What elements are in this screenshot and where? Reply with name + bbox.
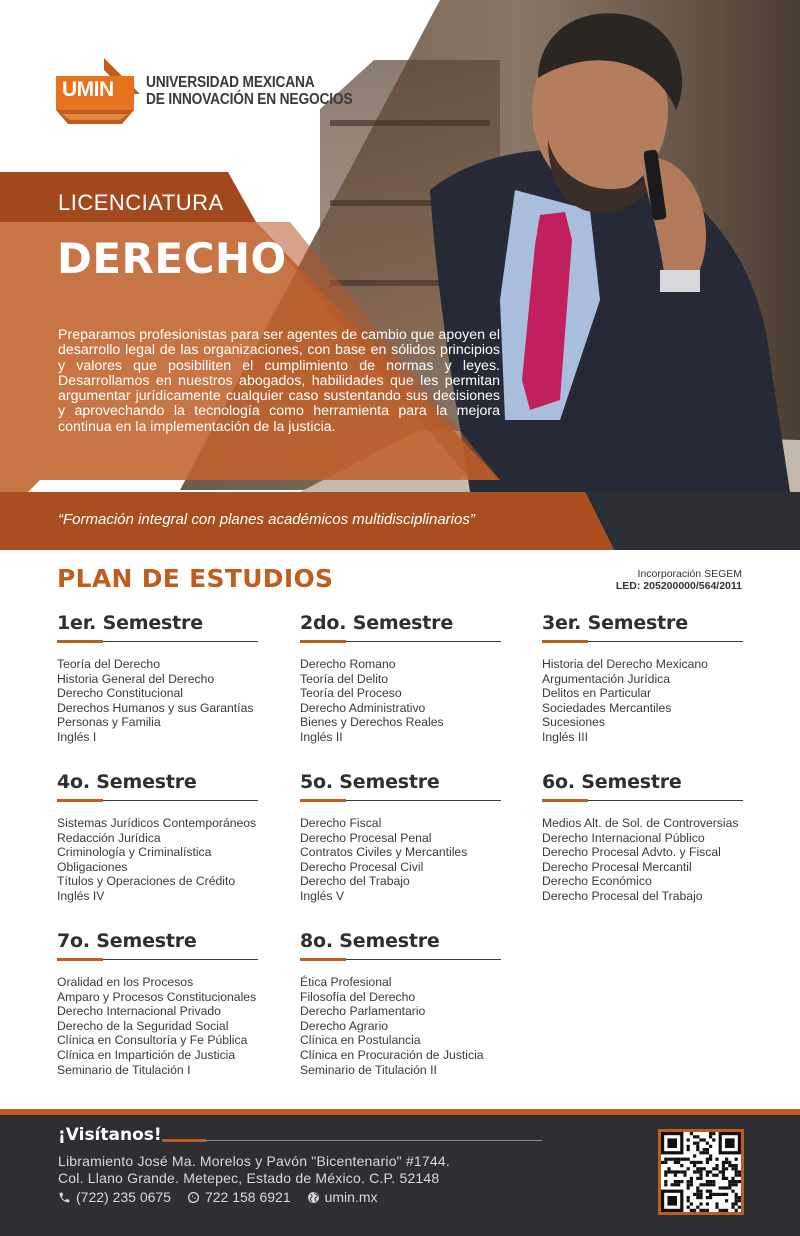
qr-module <box>690 1183 693 1186</box>
qr-module <box>712 1138 715 1141</box>
qr-module <box>738 1206 741 1209</box>
motto: “Formación integral con planes académicos multidisciplinarios” <box>58 511 475 528</box>
semester-title: 7o. Semestre <box>57 930 197 952</box>
qr-module <box>664 1158 667 1161</box>
course-item: Amparo y Procesos Constitucionales <box>57 989 257 1004</box>
course-list <box>57 816 258 904</box>
qr-module <box>703 1183 706 1186</box>
course-item: Inglés II <box>300 729 343 744</box>
qr-module <box>667 1170 670 1173</box>
qr-module <box>674 1170 677 1173</box>
course-list <box>300 657 501 745</box>
qr-module <box>677 1161 680 1164</box>
qr-module <box>667 1138 677 1148</box>
qr-module <box>731 1190 734 1193</box>
qr-module <box>703 1138 706 1141</box>
course-list <box>542 816 743 904</box>
whatsapp-number: 722 158 6921 <box>204 1189 291 1205</box>
qr-module <box>709 1196 712 1199</box>
qr-module <box>690 1209 693 1212</box>
course-item: Teoría del Proceso <box>300 686 402 701</box>
qr-module <box>677 1158 680 1161</box>
qr-module <box>690 1180 693 1183</box>
qr-module <box>699 1177 702 1180</box>
qr-module <box>712 1174 715 1177</box>
course-item: Derecho de la Seguridad Social <box>57 1018 229 1033</box>
course-item: Redacción Jurídica <box>57 830 161 845</box>
qr-module <box>731 1164 734 1167</box>
qr-module <box>699 1193 702 1196</box>
qr-module <box>699 1151 702 1154</box>
course-item: Seminario de Titulación II <box>300 1062 437 1077</box>
qr-module <box>690 1202 693 1205</box>
qr-module <box>709 1190 712 1193</box>
course-item: Sistemas Jurídicos Contemporáneos <box>57 816 257 830</box>
qr-module <box>709 1145 712 1148</box>
qr-module <box>696 1177 699 1180</box>
semester-block <box>57 771 258 904</box>
qr-module <box>687 1206 690 1209</box>
qr-module <box>693 1154 696 1157</box>
course-item: Sucesiones <box>542 715 606 730</box>
semester-block <box>300 930 501 1077</box>
course-item: Criminología y Criminalística <box>57 845 212 860</box>
qr-module <box>706 1202 709 1205</box>
qr-module <box>719 1170 722 1173</box>
globe-icon <box>307 1191 320 1204</box>
qr-module <box>661 1161 664 1164</box>
qr-module <box>731 1183 734 1186</box>
qr-module <box>699 1196 702 1199</box>
qr-module <box>731 1180 734 1183</box>
course-item: Derecho Fiscal <box>300 816 382 830</box>
qr-module <box>683 1170 686 1173</box>
contact-list <box>58 1189 394 1205</box>
incorporation-code: LED: 205200000/564/2011 <box>615 580 742 592</box>
qr-module <box>712 1183 715 1186</box>
qr-module <box>735 1209 738 1212</box>
semester-block <box>57 612 258 745</box>
semester-divider <box>57 640 258 643</box>
qr-module <box>699 1183 702 1186</box>
semester-title: 8o. Semestre <box>300 930 440 952</box>
incorporation-label: Incorporación SEGEM <box>637 568 742 580</box>
qr-module <box>725 1167 728 1170</box>
semester-divider <box>542 640 743 643</box>
qr-module <box>671 1183 674 1186</box>
semester-divider <box>542 799 743 802</box>
qr-module <box>693 1135 696 1138</box>
qr-module <box>693 1209 696 1212</box>
qr-module <box>706 1170 709 1173</box>
course-item: Derecho Procesal del Trabajo <box>542 888 703 903</box>
qr-module <box>677 1183 680 1186</box>
semester-title: 5o. Semestre <box>300 771 440 793</box>
qr-module <box>687 1148 690 1151</box>
qr-module <box>696 1170 699 1173</box>
semester-block <box>300 612 501 745</box>
qr-module <box>690 1161 693 1164</box>
course-list <box>300 816 501 904</box>
qr-module <box>725 1193 728 1196</box>
phone-link[interactable] <box>58 1189 171 1205</box>
qr-module <box>674 1161 677 1164</box>
course-item: Clínica en Consultoría y Fe Pública <box>57 1033 248 1048</box>
website-link[interactable] <box>307 1189 378 1205</box>
course-item: Medios Alt. de Sol. de Controversias <box>542 816 739 830</box>
qr-module <box>722 1177 725 1180</box>
qr-module <box>687 1145 690 1148</box>
qr-module <box>674 1174 677 1177</box>
qr-module <box>715 1167 718 1170</box>
course-item: Teoría del Delito <box>300 671 389 686</box>
course-item: Inglés I <box>57 729 97 744</box>
qr-module <box>709 1193 712 1196</box>
qr-module <box>699 1202 702 1205</box>
qr-module <box>687 1158 690 1161</box>
course-item: Derecho Procesal Advto. y Fiscal <box>542 845 721 860</box>
qr-module <box>722 1193 725 1196</box>
semester-divider <box>57 958 258 961</box>
qr-module <box>735 1164 738 1167</box>
phone-number: (722) 235 0675 <box>76 1189 171 1205</box>
semester-divider <box>300 958 501 961</box>
course-item: Obligaciones <box>57 859 128 874</box>
semester-title: 3er. Semestre <box>542 612 688 634</box>
visit-heading: ¡Visítanos! <box>58 1125 162 1145</box>
qr-module <box>709 1180 712 1183</box>
qr-module <box>706 1180 709 1183</box>
qr-module <box>706 1174 709 1177</box>
qr-module <box>709 1154 712 1157</box>
semester-divider <box>300 799 501 802</box>
course-item: Filosofía del Derecho <box>300 989 416 1004</box>
qr-module <box>712 1180 715 1183</box>
qr-module <box>735 1167 738 1170</box>
qr-module <box>664 1180 667 1183</box>
website: umin.mx <box>324 1189 378 1205</box>
qr-module <box>709 1135 712 1138</box>
course-list <box>542 657 743 745</box>
course-item: Clínica en Impartición de Justicia <box>57 1047 236 1062</box>
qr-module <box>699 1209 702 1212</box>
course-item: Argumentación Jurídica <box>542 671 671 686</box>
course-item: Derecho Administrativo <box>300 700 426 715</box>
qr-module <box>722 1209 725 1212</box>
qr-module <box>706 1151 709 1154</box>
qr-module <box>687 1138 690 1141</box>
qr-module <box>706 1209 709 1212</box>
qr-module <box>690 1132 693 1135</box>
qr-module <box>722 1167 725 1170</box>
semester-divider <box>300 640 501 643</box>
course-item: Derecho Internacional Privado <box>57 1004 221 1019</box>
qr-module <box>738 1199 741 1202</box>
course-item: Inglés III <box>542 729 589 744</box>
qr-module <box>699 1174 702 1177</box>
qr-module <box>696 1135 699 1138</box>
qr-module <box>674 1180 677 1183</box>
brand-name-line1: UNIVERSIDAD MEXICANA <box>146 74 315 91</box>
qr-module <box>667 1196 677 1206</box>
whatsapp-icon <box>187 1191 200 1204</box>
qr-module <box>725 1186 728 1189</box>
course-item: Derecho Procesal Mercantil <box>542 859 692 874</box>
incorporation-info <box>616 568 742 592</box>
qr-module <box>712 1132 715 1135</box>
course-item: Oralidad en los Procesos <box>57 975 194 989</box>
semester-title: 4o. Semestre <box>57 771 197 793</box>
course-item: Derecho Parlamentario <box>300 1004 426 1019</box>
qr-module <box>722 1164 725 1167</box>
qr-module <box>719 1209 722 1212</box>
qr-code-icon <box>661 1132 741 1212</box>
course-item: Historia del Derecho Mexicano <box>542 657 708 671</box>
qr-module <box>699 1170 702 1173</box>
course-list <box>57 975 258 1077</box>
qr-module <box>722 1174 725 1177</box>
qr-module <box>703 1209 706 1212</box>
brand-logo[interactable] <box>56 58 386 124</box>
qr-module <box>715 1206 718 1209</box>
phone-icon <box>58 1191 71 1204</box>
qr-module <box>671 1170 674 1173</box>
qr-module <box>696 1190 699 1193</box>
semester-divider <box>57 799 258 802</box>
qr-module <box>687 1186 690 1189</box>
qr-module <box>693 1170 696 1173</box>
course-item: Títulos y Operaciones de Crédito <box>57 874 236 889</box>
course-item: Derecho Agrario <box>300 1018 389 1033</box>
qr-module <box>696 1161 699 1164</box>
footer <box>0 1115 800 1236</box>
degree-kicker: LICENCIATURA <box>58 190 224 215</box>
qr-module <box>664 1174 667 1177</box>
logo-abbr: UMIN <box>62 78 114 101</box>
qr-module <box>696 1196 699 1199</box>
qr-module <box>738 1170 741 1173</box>
qr-code[interactable] <box>658 1129 744 1215</box>
qr-module <box>683 1174 686 1177</box>
qr-module <box>671 1158 674 1161</box>
address <box>58 1153 450 1186</box>
qr-module <box>664 1183 667 1186</box>
qr-module <box>731 1177 734 1180</box>
plan-title: PLAN DE ESTUDIOS <box>57 564 334 593</box>
qr-module <box>706 1142 709 1145</box>
course-item: Inglés IV <box>57 888 105 903</box>
qr-module <box>715 1164 718 1167</box>
qr-module <box>680 1170 683 1173</box>
qr-module <box>731 1167 734 1170</box>
qr-module <box>735 1158 738 1161</box>
degree-description: Preparamos profesionistas para ser agentes de cambio que apoyen el desarrollo legal de las organizaciones, con base en sólidos principios y valores que posibiliten el cumplimiento de normas y leyes. Desarrollamos en nuestros abogados, habilidades que les permitan argumentar jurídicamente cualquier caso sustentando sus decisiones y aprovechando la tecnología como herramienta para la mejora continua en la implementación de la justicia. <box>58 327 500 435</box>
qr-module <box>715 1158 718 1161</box>
course-item: Clínica en Procuración de Justicia <box>300 1047 484 1062</box>
qr-module <box>706 1190 709 1193</box>
qr-module <box>667 1167 670 1170</box>
qr-module <box>706 1183 709 1186</box>
qr-module <box>709 1183 712 1186</box>
qr-module <box>677 1170 680 1173</box>
qr-module <box>693 1193 696 1196</box>
qr-module <box>680 1180 683 1183</box>
qr-module <box>728 1180 731 1183</box>
qr-module <box>738 1180 741 1183</box>
course-list <box>57 657 258 745</box>
course-item: Derecho Internacional Público <box>542 830 705 845</box>
qr-module <box>693 1164 696 1167</box>
qr-module <box>690 1177 693 1180</box>
qr-module <box>735 1202 738 1205</box>
course-item: Derecho Romano <box>300 657 396 671</box>
semester-block <box>57 930 258 1077</box>
qr-module <box>731 1206 734 1209</box>
qr-module <box>664 1161 667 1164</box>
course-item: Historia General del Derecho <box>57 671 215 686</box>
whatsapp-link[interactable] <box>187 1189 291 1205</box>
qr-module <box>696 1186 699 1189</box>
semester-title: 1er. Semestre <box>57 612 203 634</box>
qr-module <box>687 1196 690 1199</box>
qr-module <box>696 1167 699 1170</box>
course-item: Bienes y Derechos Reales <box>300 715 444 730</box>
course-item: Delitos en Particular <box>542 686 652 701</box>
course-item: Inglés V <box>300 888 345 903</box>
qr-module <box>680 1164 683 1167</box>
course-item: Contratos Civiles y Mercantiles <box>300 845 468 860</box>
qr-module <box>725 1209 728 1212</box>
qr-module <box>715 1174 718 1177</box>
course-item: Derecho Económico <box>542 874 652 889</box>
qr-module <box>725 1161 728 1164</box>
semester-title: 6o. Semestre <box>542 771 682 793</box>
qr-module <box>683 1158 686 1161</box>
qr-module <box>719 1186 722 1189</box>
qr-module <box>706 1158 709 1161</box>
qr-module <box>687 1183 690 1186</box>
qr-module <box>696 1145 699 1148</box>
qr-module <box>709 1132 712 1135</box>
course-item: Derecho del Trabajo <box>300 874 410 889</box>
semester-block <box>300 771 501 904</box>
qr-module <box>722 1161 725 1164</box>
qr-module <box>735 1170 738 1173</box>
qr-module <box>722 1186 725 1189</box>
qr-module <box>696 1193 699 1196</box>
qr-module <box>725 1199 728 1202</box>
qr-module <box>680 1158 683 1161</box>
visit-divider <box>162 1139 542 1142</box>
qr-module <box>706 1161 709 1164</box>
qr-module <box>712 1167 715 1170</box>
qr-module <box>735 1180 738 1183</box>
course-item: Teoría del Derecho <box>57 657 160 671</box>
umin-logo-icon <box>56 58 140 124</box>
qr-module <box>693 1142 696 1145</box>
qr-module <box>728 1183 731 1186</box>
qr-module <box>709 1158 712 1161</box>
qr-module <box>687 1180 690 1183</box>
qr-module <box>677 1180 680 1183</box>
qr-module <box>696 1142 699 1145</box>
course-item: Personas y Familia <box>57 715 161 730</box>
course-item: Seminario de Titulación I <box>57 1062 191 1077</box>
qr-module <box>667 1158 670 1161</box>
qr-module <box>735 1196 738 1199</box>
course-item: Sociedades Mercantiles <box>542 700 672 715</box>
qr-module <box>703 1151 706 1154</box>
course-item: Clínica en Postulancia <box>300 1033 421 1048</box>
qr-module <box>699 1161 702 1164</box>
qr-module <box>687 1199 690 1202</box>
qr-module <box>696 1206 699 1209</box>
qr-module <box>687 1167 690 1170</box>
qr-module <box>696 1148 699 1151</box>
qr-module <box>722 1170 725 1173</box>
qr-module <box>703 1167 706 1170</box>
qr-module <box>703 1148 706 1151</box>
qr-module <box>712 1193 715 1196</box>
qr-module <box>725 1158 728 1161</box>
course-item: Ética Profesional <box>300 975 392 989</box>
qr-module <box>699 1138 702 1141</box>
qr-module <box>725 1177 728 1180</box>
degree-title: DERECHO <box>57 234 287 283</box>
semester-block <box>542 771 743 904</box>
course-item: Derecho Procesal Penal <box>300 830 432 845</box>
hero-section <box>0 0 800 550</box>
qr-module <box>706 1196 709 1199</box>
qr-module <box>674 1183 677 1186</box>
qr-module <box>706 1148 709 1151</box>
qr-module <box>725 1138 735 1148</box>
qr-module <box>738 1196 741 1199</box>
qr-module <box>735 1174 738 1177</box>
qr-module <box>728 1161 731 1164</box>
qr-module <box>699 1167 702 1170</box>
qr-module <box>731 1202 734 1205</box>
qr-module <box>735 1183 738 1186</box>
qr-module <box>699 1190 702 1193</box>
qr-module <box>674 1158 677 1161</box>
address-line-1: Libramiento José Ma. Morelos y Pavón "Bicentenario" #1744. <box>58 1153 450 1169</box>
course-item: Derechos Humanos y sus Garantías <box>57 700 254 715</box>
address-line-2: Col. Llano Grande. Metepec, Estado de México. C.P. 52148 <box>58 1169 440 1186</box>
qr-module <box>715 1202 718 1205</box>
qr-module <box>728 1164 731 1167</box>
semester-block <box>542 612 743 745</box>
brand-name-line2: DE INNOVACIÓN EN NEGOCIOS <box>146 91 353 108</box>
qr-module <box>728 1186 731 1189</box>
qr-module <box>715 1193 718 1196</box>
course-list <box>300 975 501 1077</box>
qr-module <box>735 1193 738 1196</box>
qr-module <box>735 1199 738 1202</box>
qr-module <box>738 1174 741 1177</box>
qr-module <box>664 1170 667 1173</box>
qr-module <box>709 1170 712 1173</box>
semester-title: 2do. Semestre <box>300 612 454 634</box>
qr-module <box>693 1161 696 1164</box>
course-item: Derecho Constitucional <box>57 686 184 701</box>
course-item: Derecho Procesal Civil <box>300 859 424 874</box>
qr-module <box>719 1193 722 1196</box>
